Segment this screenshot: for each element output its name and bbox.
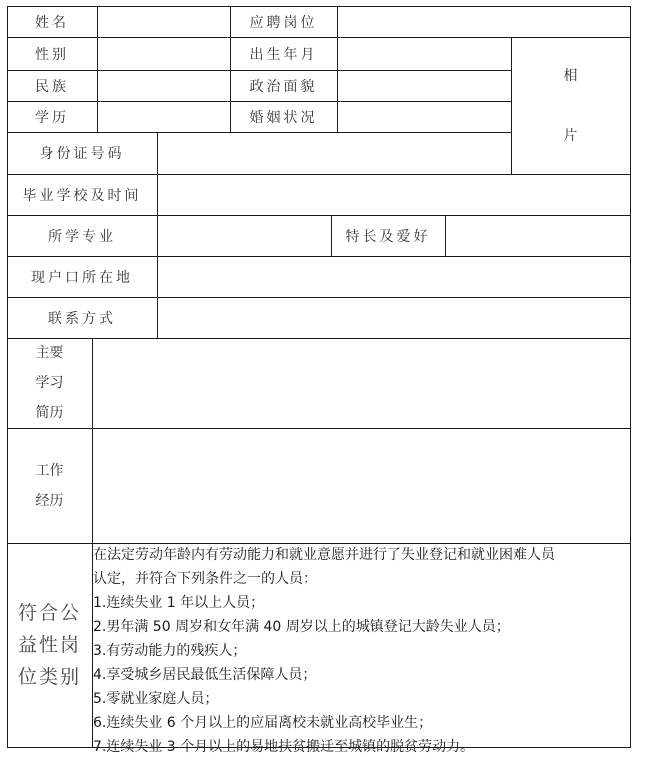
contact-label: 联系方式: [48, 310, 116, 327]
photo-box[interactable]: [511, 37, 630, 174]
photo-label-1: 相: [563, 67, 578, 84]
school-time-field[interactable]: [157, 174, 630, 215]
education-field[interactable]: [97, 101, 230, 132]
study-history-line-2: 学习: [35, 375, 64, 391]
id-number-label: 身份证号码: [39, 146, 125, 162]
condition-item-1: 1.连续失业 1 年以上人员；: [93, 595, 265, 611]
marital-label: 婚姻状况: [249, 109, 318, 126]
study-history-label: [7, 338, 92, 428]
major-label: 所学专业: [48, 228, 116, 245]
political-label: 政治面貌: [249, 78, 318, 95]
ethnicity-field[interactable]: [97, 70, 230, 101]
conditions-intro-1: 在法定劳动年龄内有劳动能力和就业意愿并进行了失业登记和就业困难人员: [93, 547, 555, 563]
specialty-label: 特长及爱好: [345, 228, 431, 245]
education-label: 学历: [35, 109, 69, 126]
gender-label: 性别: [35, 46, 69, 63]
hukou-field[interactable]: [157, 256, 630, 297]
photo-label-2: 片: [563, 127, 578, 144]
conditions-text: [93, 543, 630, 759]
condition-item-4: 4.享受城乡居民最低生活保障人员；: [93, 667, 317, 683]
work-history-label: [7, 428, 92, 543]
name-label: 姓名: [35, 14, 69, 31]
conditions-intro-2: 认定，并符合下列条件之一的人员：: [93, 571, 317, 587]
study-history-field[interactable]: [92, 338, 630, 428]
category-label: [7, 543, 92, 747]
school-time-label: 毕业学校及时间: [22, 187, 142, 204]
marital-field[interactable]: [337, 101, 511, 132]
position-field[interactable]: [337, 6, 630, 37]
political-field[interactable]: [337, 70, 511, 101]
condition-item-5: 5.零就业家庭人员；: [93, 691, 219, 707]
work-history-line-2: 经历: [35, 492, 64, 509]
ethnicity-label: 民族: [35, 78, 69, 95]
category-line-3: 位类别: [17, 666, 81, 688]
category-line-2: 益性岗: [17, 634, 81, 656]
condition-item-3: 3.有劳动能力的残疾人；: [93, 643, 247, 659]
condition-item-6: 6.连续失业 6 个月以上的应届离校未就业高校毕业生；: [93, 715, 433, 731]
birth-field[interactable]: [337, 37, 511, 70]
position-label: 应聘岗位: [249, 14, 318, 31]
specialty-field[interactable]: [445, 215, 630, 256]
study-history-line-1: 主要: [35, 345, 64, 361]
hukou-label: 现户口所在地: [31, 269, 133, 286]
condition-item-7: 7.连续失业 3 个月以上的易地扶贫搬迁至城镇的脱贫劳动力。: [93, 739, 475, 755]
name-field[interactable]: [97, 6, 230, 37]
major-field[interactable]: [157, 215, 331, 256]
contact-field[interactable]: [157, 297, 630, 338]
gender-field[interactable]: [97, 37, 230, 70]
id-number-field[interactable]: [157, 132, 511, 174]
category-line-1: 符合公: [17, 602, 81, 624]
study-history-line-3: 简历: [35, 405, 64, 421]
work-history-field[interactable]: [92, 428, 630, 543]
birth-label: 出生年月: [249, 46, 318, 63]
work-history-line-1: 工作: [35, 462, 64, 479]
condition-item-2: 2.男年满 50 周岁和女年满 40 周岁以上的城镇登记大龄失业人员；: [93, 619, 510, 635]
